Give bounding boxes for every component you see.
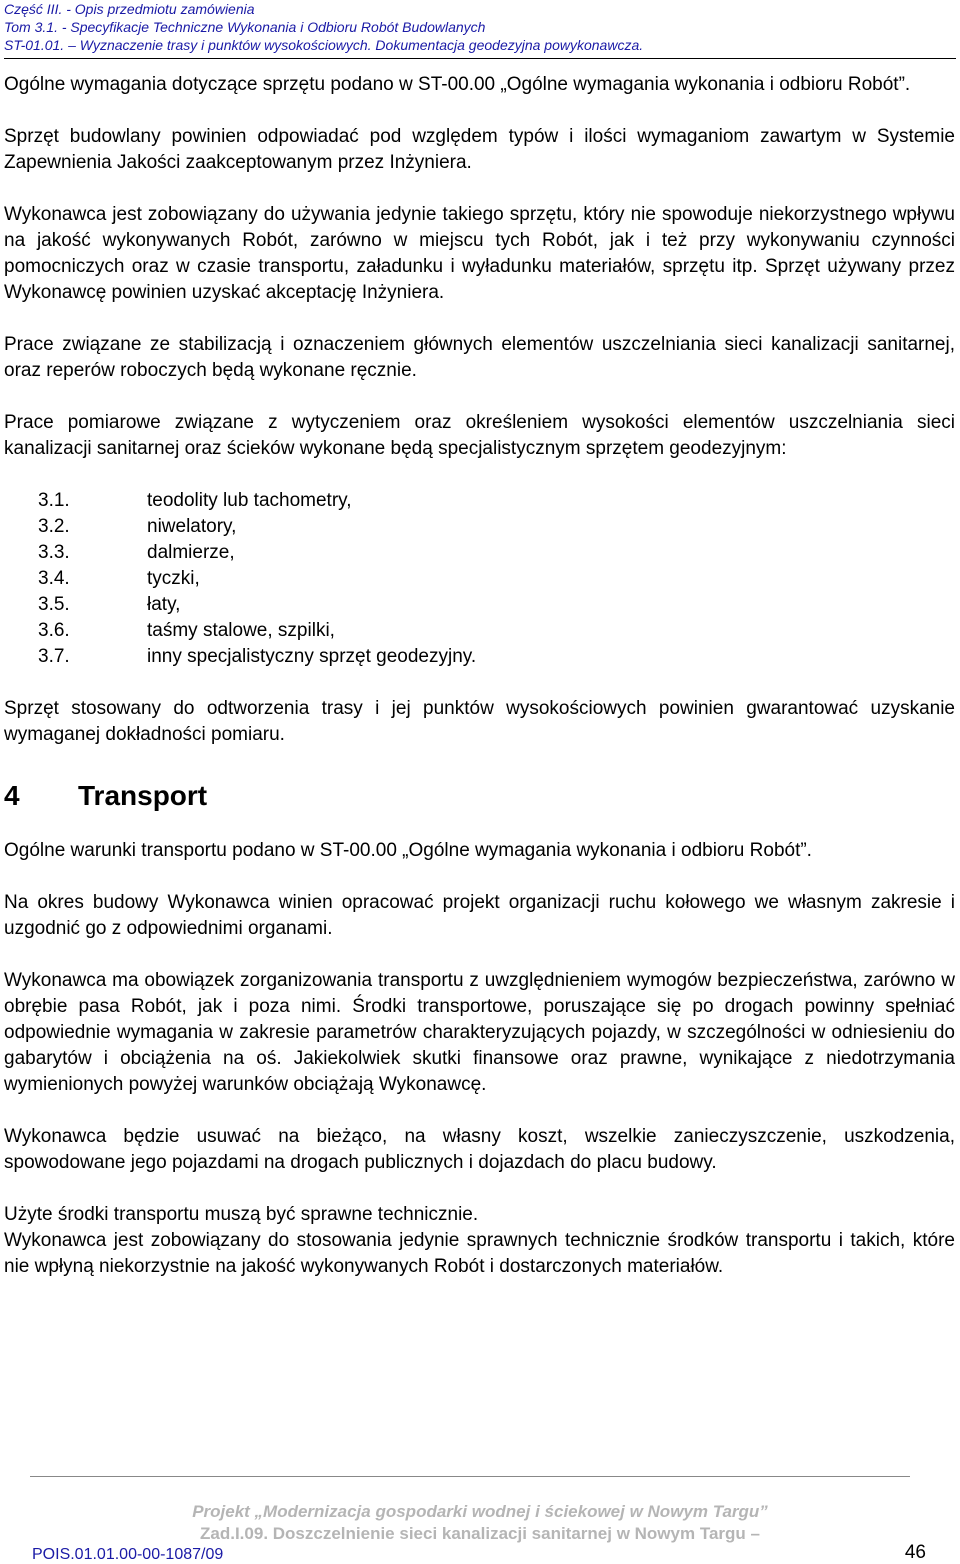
- list-item: [4, 566, 955, 592]
- header-volume-line: Tom 3.1. - Specyfikacje Techniczne Wykonania i Odbioru Robót Budowlanych: [4, 19, 486, 35]
- list-item-text: dalmierze,: [147, 542, 235, 563]
- header-part-line: Część III. - Opis przedmiotu zamówienia: [4, 1, 255, 17]
- section-title: Transport: [78, 780, 208, 811]
- list-item: [4, 592, 955, 618]
- list-item-number: 3.1.: [38, 490, 70, 511]
- page-header: [4, 0, 956, 54]
- list-item: [4, 514, 955, 540]
- list-item-text: teodolity lub tachometry,: [147, 490, 352, 511]
- list-item: [4, 618, 955, 644]
- paragraph-transport-safety: Wykonawca ma obowiązek zorganizowania transportu z uwzględnieniem wymogów bezpieczeństwa, zarówno w obrębie pasa Robót, jak i poza nimi. Środki transportowe, poruszające się po drogach powinny spełniać odpowiednie wymagania w zakresie parametrów charakteryzujących pojazdy, w szczególności w odniesieniu do gabarytów i obciążenia na oś. Jakiekolwiek skutki finansowe oraz prawne, wynikające z niedotrzymania wymienionych powyżej warunków obciążają Wykonawcę.: [4, 970, 955, 1095]
- document-body: [4, 72, 955, 1280]
- list-item-number: 3.3.: [38, 542, 70, 563]
- header-divider: [4, 58, 956, 59]
- list-item-number: 3.4.: [38, 568, 70, 589]
- paragraph-traffic-plan: Na okres budowy Wykonawca winien opracować projekt organizacji ruchu kołowego we własnym zakresie i uzgodnić go z odpowiednimi organami.: [4, 892, 955, 939]
- section-heading: [4, 774, 955, 818]
- paragraph-contractor-equipment: Wykonawca jest zobowiązany do używania jedynie takiego sprzętu, który nie spowoduje niekorzystnego wpływu na jakość wykonywanych Robót, zarówno w miejscu tych Robót, jak i też przy wykonywaniu czynności pomocniczych oraz w czasie transportu, załadunku i wyładunku materiałów, sprzętu itp. Sprzęt używany przez Wykonawcę powinien uzyskać akceptację Inżyniera.: [4, 204, 955, 303]
- list-item: [4, 644, 955, 670]
- equipment-list: [4, 488, 955, 670]
- list-item-text: taśmy stalowe, szpilki,: [147, 620, 335, 641]
- paragraph-accuracy: Sprzęt stosowany do odtworzenia trasy i jej punktów wysokościowych powinien gwarantować uzyskanie wymaganej dokładności pomiaru.: [4, 698, 955, 745]
- footer-divider: [30, 1476, 910, 1477]
- paragraph-vehicles-condition: Użyte środki transportu muszą być sprawne technicznie.: [4, 1204, 479, 1225]
- section-number: 4: [4, 780, 20, 811]
- list-item-number: 3.6.: [38, 620, 70, 641]
- footer-project-code: POIS.01.01.00-00-1087/09: [32, 1546, 224, 1563]
- paragraph-manual-work: Prace związane ze stabilizacją i oznaczeniem głównych elementów uszczelniania sieci kanalizacji sanitarnej, oraz reperów roboczych będą wykonane ręcznie.: [4, 334, 955, 381]
- paragraph-equipment-types: Sprzęt budowlany powinien odpowiadać pod względem typów i ilości wymaganiom zawartym w Systemie Zapewnienia Jakości zaakceptowanym przez Inżyniera.: [4, 126, 955, 173]
- paragraph-survey-work: Prace pomiarowe związane z wytyczeniem oraz określeniem wysokości elementów uszczelniania sieci kanalizacji sanitarnej oraz ścieków wykonane będą specjalistycznym sprzętem geodezyjnym:: [4, 412, 955, 459]
- list-item-number: 3.7.: [38, 646, 70, 667]
- page-number: 46: [904, 1542, 926, 1563]
- list-item: [4, 540, 955, 566]
- paragraph-general-equipment: Ogólne wymagania dotyczące sprzętu podano w ST-00.00 „Ogólne wymagania wykonania i odbioru Robót”.: [4, 74, 911, 95]
- list-item-text: łaty,: [147, 594, 181, 615]
- footer-task-title: Zad.I.09. Doszczelnienie sieci kanalizacji sanitarnej w Nowym Targu –: [200, 1524, 760, 1543]
- paragraph-vehicles-requirement: Wykonawca jest zobowiązany do stosowania jedynie sprawnych technicznie środków transportu i takich, które nie wpłyną niekorzystnie na jakość wykonywanych Robót i dostarczonych materiałów.: [4, 1230, 955, 1277]
- list-item-number: 3.5.: [38, 594, 70, 615]
- list-item: [4, 488, 955, 514]
- paragraph-transport-general: Ogólne warunki transportu podano w ST-00.00 „Ogólne wymagania wykonania i odbioru Robót”.: [4, 840, 812, 861]
- list-item-text: inny specjalistyczny sprzęt geodezyjny.: [147, 646, 477, 667]
- footer-project-title: Projekt „Modernizacja gospodarki wodnej i ściekowej w Nowym Targu”: [192, 1502, 768, 1521]
- list-item-text: niwelatory,: [147, 516, 237, 537]
- header-spec-line: ST-01.01. – Wyznaczenie trasy i punktów wysokościowych. Dokumentacja geodezyjna powykonawcza.: [4, 37, 644, 53]
- paragraph-cleanup: Wykonawca będzie usuwać na bieżąco, na własny koszt, wszelkie zanieczyszczenie, uszkodzenia, spowodowane jego pojazdami na drogach publicznych i dojazdach do placu budowy.: [4, 1126, 955, 1173]
- list-item-number: 3.2.: [38, 516, 70, 537]
- list-item-text: tyczki,: [147, 568, 200, 589]
